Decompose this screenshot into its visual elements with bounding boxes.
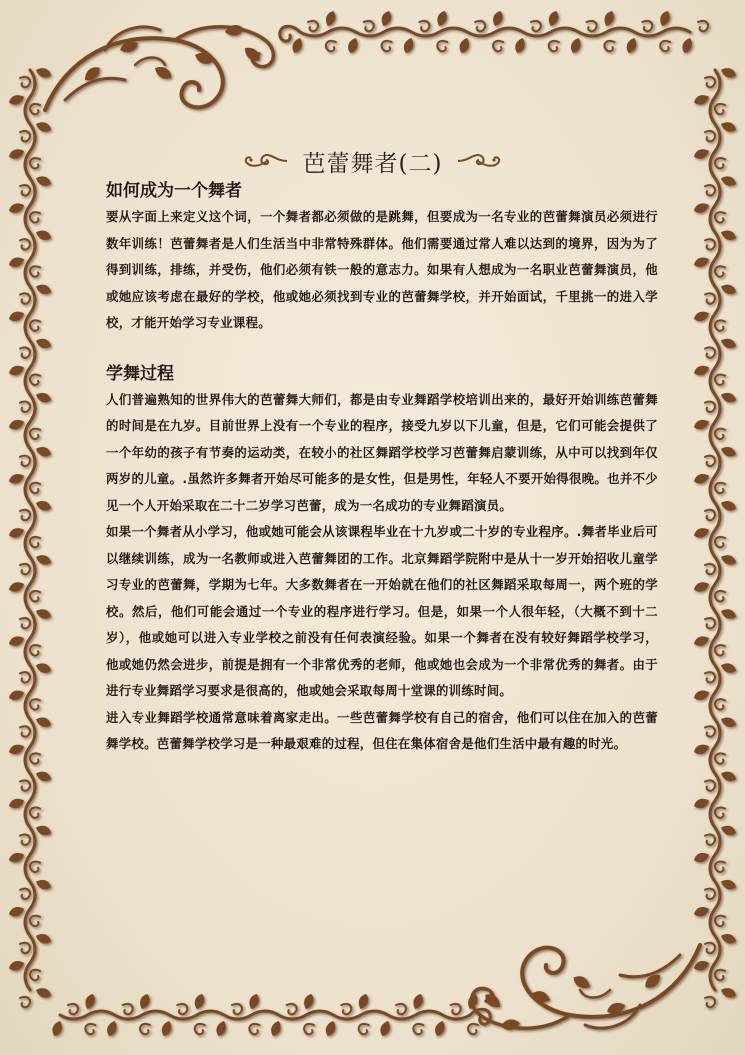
- section-heading: 学舞过程: [106, 363, 174, 384]
- paragraph: 人们普遍熟知的世界伟大的芭蕾舞大师们，都是由专业舞蹈学校培训出来的，最好开始训练芭蕾舞的时间是在九岁。目前世界上没有一个专业的程序，接受九岁以下儿童，但是，它们可能会提供了一个年幼的孩子有节奏的运动类，在较小的社区舞蹈学校学习芭蕾舞启蒙训练，从中可以找到年仅两岁的儿童。.虽然许多舞者开始尽可能多的是女性，但是男性，年轻人不要开始得很晚。也并不少见一个人开始采取在二十二岁学习芭蕾，成为一名成功的专业舞蹈演员。: [106, 391, 658, 513]
- page-title: 芭蕾舞者(二): [302, 150, 443, 177]
- paragraph: 如果一个舞者从小学习，他或她可能会从该课程毕业在十九岁或二十岁的专业程序。.舞者毕业后可以继续训练，成为一名教师或进入芭蕾舞团的工作。北京舞蹈学院附中是从十一岁开始招收儿童学习专业的芭蕾舞，学期为七年。大多数舞者在一开始就在他们的社区舞蹈采取每周一，两个班的学校。然后，他们可能会通过一个专业的程序进行学习。但是，如果一个人很年轻，（大概不到十二岁），他或她可以进入专业学校之前没有任何表演经验。如果一个舞者在没有较好舞蹈学校学习，他或她仍然会进步，前提是拥有一个非常优秀的老师，他或她也会成为一个非常优秀的舞者。由于进行专业舞蹈学习要求是很高的，他或她会采取每周十堂课的训练时间。: [106, 524, 658, 698]
- paragraph: 进入专业舞蹈学校通常意味着离家走出。一些芭蕾舞学校有自己的宿舍，他们可以住在加入的芭蕾舞学校。芭蕾舞学校学习是一种最艰难的过程，但住在集体宿舍是他们生活中最有趣的时光。: [106, 709, 658, 751]
- title-row: [0, 144, 745, 178]
- document-body: [106, 178, 658, 898]
- scroll-flourish-icon: [456, 151, 502, 171]
- paragraph: 要从字面上来定义这个词，一个舞者都必须做的是跳舞，但要成为一名专业的芭蕾舞演员必须进行数年训练！芭蕾舞者是人们生活当中非常特殊群体。他们需要通过常人难以达到的境界，因为为了得到训练，排练，并受伤，他们必须有铁一般的意志力。如果有人想成为一名职业芭蕾舞演员，他或她应该考虑在最好的学校，他或她必须找到专业的芭蕾舞学校，并开始面试，千里挑一的进入学校，才能开始学习专业课程。: [106, 209, 658, 330]
- section-heading: 如何成为一个舞者: [106, 181, 242, 201]
- scroll-flourish-icon: [243, 151, 289, 171]
